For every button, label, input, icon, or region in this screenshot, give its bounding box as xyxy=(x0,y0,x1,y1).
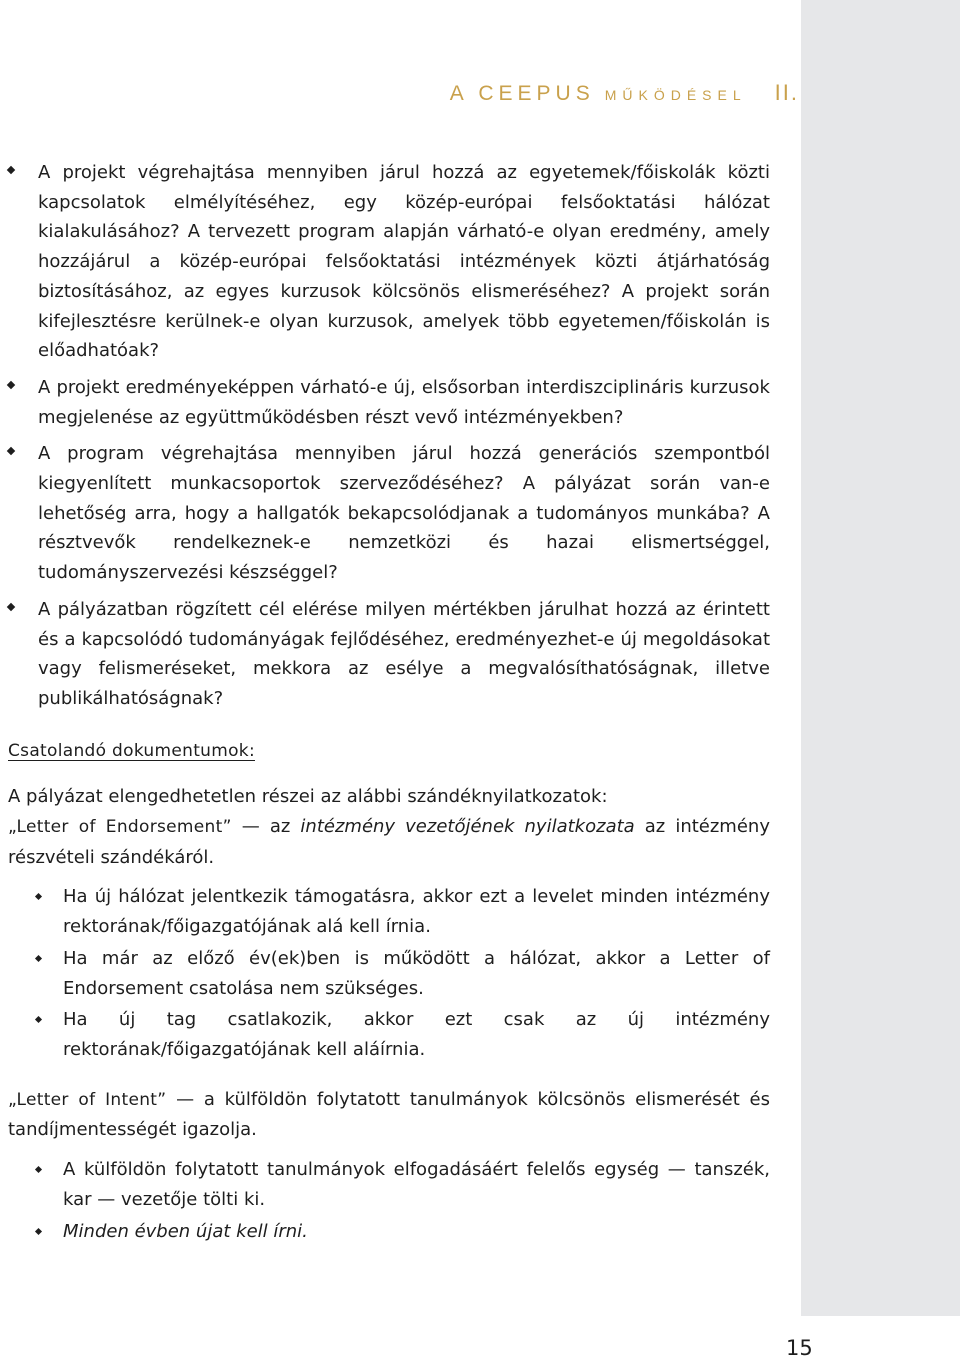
header-subtitle: MŰKÖDÉSEL xyxy=(604,87,747,103)
side-band xyxy=(801,0,960,1316)
intent-rule-text: A külföldön folytatott tanulmányok elfogadásáért felelős egység — tanszék, kar — vezetője tölti ki. xyxy=(63,1159,770,1210)
endorsement-rule-text: Ha új tag csatlakozik, akkor ezt csak az új intézmény rektorának/főigazgatójának kell aláírnia. xyxy=(63,1009,770,1060)
running-header xyxy=(0,80,801,112)
endorsement-text-a: az xyxy=(269,816,291,838)
header-title: A CEEPUS xyxy=(449,82,595,105)
intent-rule-italic-text: Minden évben újat kell írni. xyxy=(63,1220,308,1242)
endorsement-text-b: az intézmény részvételi szándékáról. xyxy=(8,816,770,868)
page-body xyxy=(8,158,770,1248)
diamond-bullet-icon xyxy=(35,893,42,900)
endorsement-rule xyxy=(8,1005,770,1064)
diamond-bullet-icon xyxy=(7,166,15,174)
header-part-number: II. xyxy=(774,80,799,105)
intent-description xyxy=(8,1085,770,1145)
intent-text: a külföldön folytatott tanulmányok kölcsönös elismerését és tandíjmentességét igazolja. xyxy=(8,1088,770,1141)
question-text: A projekt eredményeképpen várható-e új, elsősorban interdiszciplináris kurzusok megjelenése az együttműködésben részt vevő intézményekben? xyxy=(38,376,770,428)
question-text: A projekt végrehajtása mennyiben járul hozzá az egyetemek/főiskolák közti kapcsolatok elmélyítéséhez, egy közép-európai felsőoktatási hálózat kialakulásához? A tervezett program alapján várható-e olyan eredmény, amely hozzájárul a közép-európai felsőoktatási intézmények közti átjárhatóság biztosításához, az egyes kurzusok kölcsönös elismeréséhez? A projekt során kifejlesztésre kerülnek-e olyan kurzusok, amelyek több egyetemen/főiskolán is előadhatóak? xyxy=(38,162,770,362)
endorsement-description xyxy=(8,812,770,872)
diamond-bullet-icon xyxy=(35,1227,42,1234)
attachments-heading: Csatolandó dokumentumok: xyxy=(8,740,255,761)
question-item xyxy=(8,595,770,714)
endorsement-title: „Letter of Endorsement” xyxy=(8,817,232,838)
intent-title: „Letter of Intent” xyxy=(8,1089,167,1110)
endorsement-rule-text: Ha új hálózat jelentkezik támogatásra, akkor ezt a levelet minden intézmény rektorának/főigazgatójának alá kell írnia. xyxy=(63,886,770,938)
diamond-bullet-icon xyxy=(35,1016,42,1023)
question-text: A program végrehajtása mennyiben járul hozzá generációs szempontból kiegyenlített munkacsoportok szerveződéséhez? A pályázat során van-e lehetőség arra, hogy a hallgatók bekapcsolódjanak a tudományos munkába? A résztvevők rendelkeznek-e nemzetközi és hazai elismertséggel, tudományszervezési készséggel? xyxy=(38,443,770,584)
diamond-bullet-icon xyxy=(7,603,15,611)
endorsement-text-italic: intézmény vezetőjének nyilatkozata xyxy=(300,816,635,838)
question-item xyxy=(8,439,770,588)
endorsement-rule-text: Ha már az előző év(ek)ben is működött a hálózat, akkor a Letter of Endorsement csatolása nem szükséges. xyxy=(63,947,770,999)
intent-rule xyxy=(8,1217,770,1247)
diamond-bullet-icon xyxy=(35,955,42,962)
diamond-bullet-icon xyxy=(35,1166,42,1173)
diamond-bullet-icon xyxy=(7,381,15,389)
question-text: A pályázatban rögzített cél elérése milyen mértékben járulhat hozzá az érintett és a kapcsolódó tudományágak fejlődéséhez, eredményezhet-e új megoldásokat vagy felismeréseket, mekkora az esélye a megvalósíthatóságnak, illetve publikálhatóságnak? xyxy=(38,598,770,709)
attachments-intro: A pályázat elengedhetetlen részei az alábbi szándéknyilatkozatok: xyxy=(8,786,608,808)
question-item xyxy=(8,158,770,366)
question-item xyxy=(8,373,770,432)
endorsement-dash: — xyxy=(241,816,260,838)
endorsement-rule xyxy=(8,882,770,941)
page-number: 15 xyxy=(786,1336,813,1360)
diamond-bullet-icon xyxy=(7,447,15,455)
intent-dash: — xyxy=(176,1088,195,1110)
intent-rule xyxy=(8,1155,770,1214)
endorsement-rule xyxy=(8,944,770,1003)
